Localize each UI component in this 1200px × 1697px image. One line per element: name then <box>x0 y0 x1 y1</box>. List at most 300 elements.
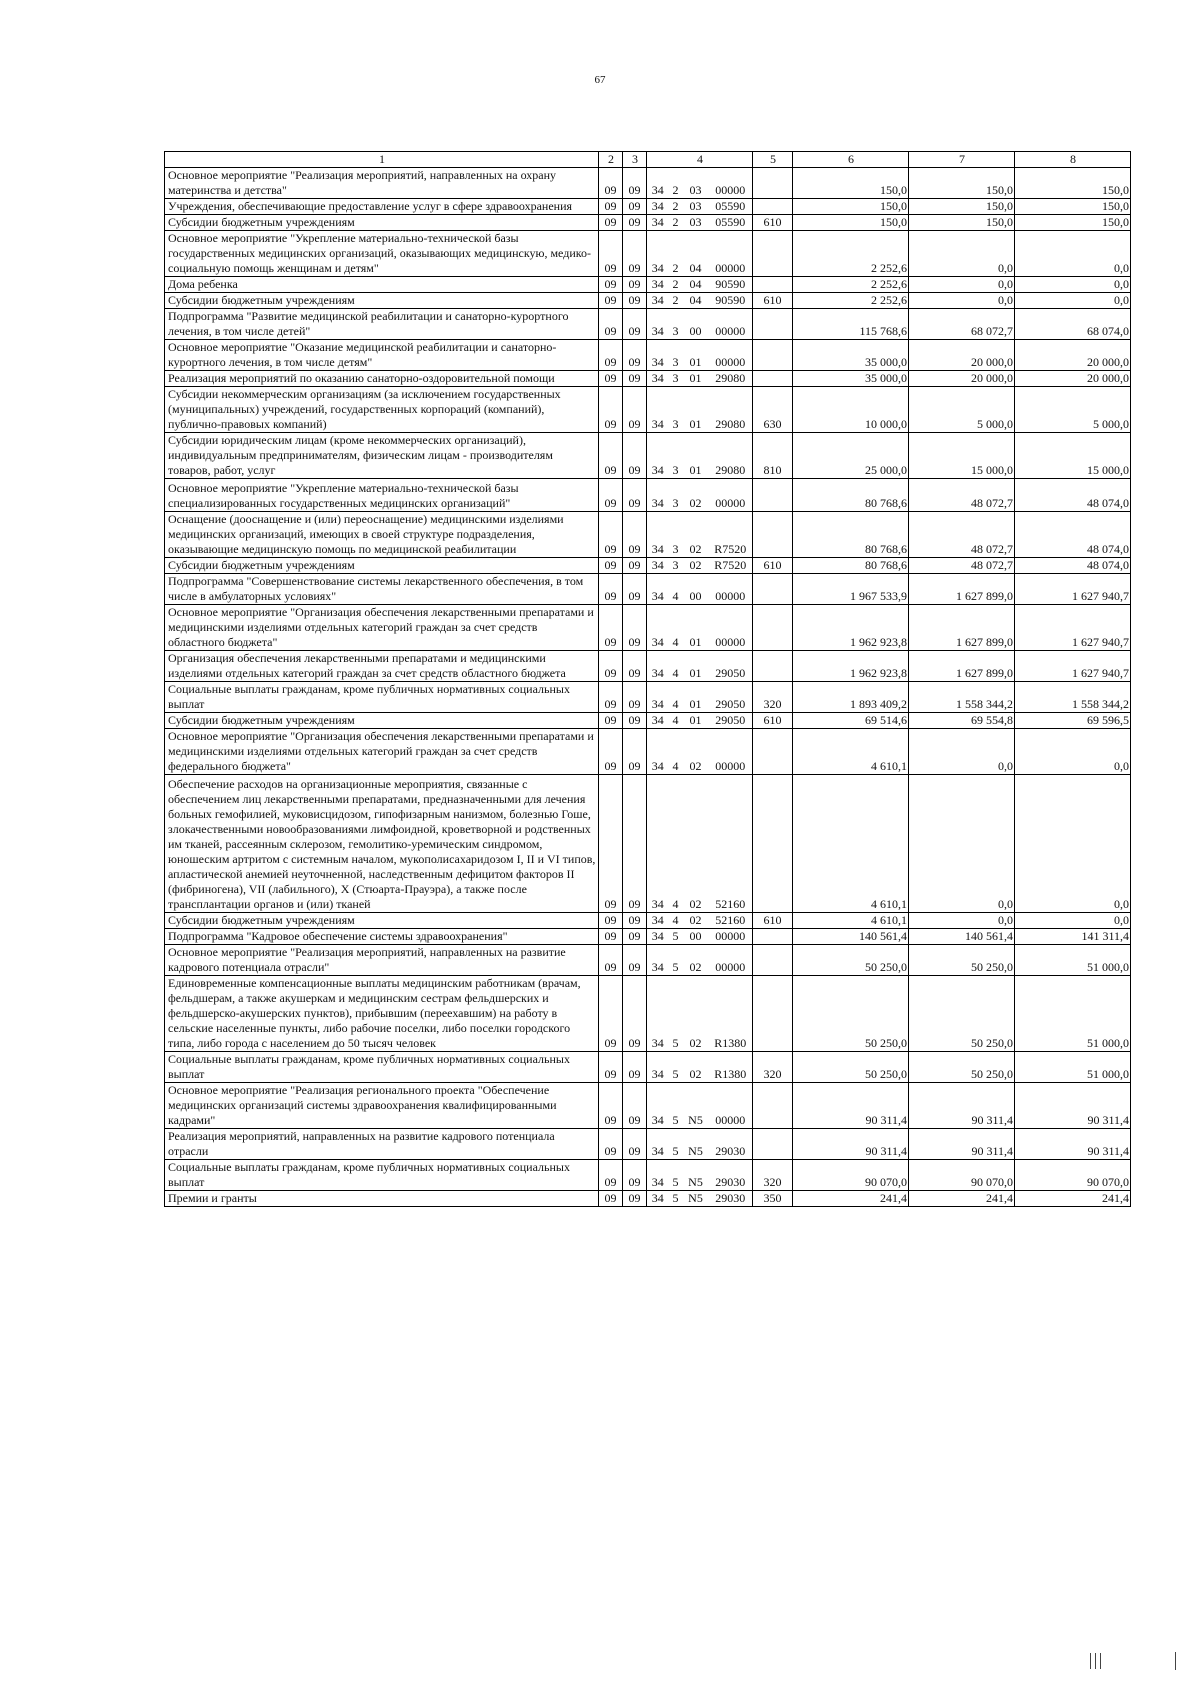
row-section-code: 09 <box>599 574 623 605</box>
row-description: Субсидии бюджетным учреждениям <box>165 913 599 929</box>
table-row <box>165 1191 1131 1207</box>
row-subsection-code: 09 <box>623 682 647 713</box>
row-subprogram-code: 2 <box>669 168 683 199</box>
row-direction-code: 00000 <box>709 574 753 605</box>
row-description: Субсидии бюджетным учреждениям <box>165 558 599 574</box>
row-value-col6: 10 000,0 <box>793 387 909 433</box>
row-subprogram-code: 3 <box>669 512 683 558</box>
row-subprogram-code: 5 <box>669 1129 683 1160</box>
row-program-code: 34 <box>647 713 669 729</box>
row-value-col8: 1 627 940,7 <box>1015 574 1131 605</box>
row-expense-type: 610 <box>753 293 793 309</box>
row-subsection-code: 09 <box>623 215 647 231</box>
row-subprogram-code: 3 <box>669 433 683 479</box>
row-value-col7: 5 000,0 <box>909 387 1015 433</box>
table-row <box>165 433 1131 479</box>
row-value-col6: 2 252,6 <box>793 293 909 309</box>
row-subprogram-code: 5 <box>669 929 683 945</box>
row-event-code: 04 <box>683 277 709 293</box>
row-subsection-code: 09 <box>623 775 647 913</box>
row-value-col8: 48 074,0 <box>1015 479 1131 512</box>
row-value-col7: 90 311,4 <box>909 1129 1015 1160</box>
row-description: Единовременные компенсационные выплаты медицинским работникам (врачам, фельдшерам, а также акушеркам и медицинским сестрам фельдшерских и фельдшерско-акушерских пунктов), прибывшим (переехавшим) на работу в сельские населенные пункты, либо рабочие поселки, либо поселки городского типа, либо города с населением до 50 тысяч человек <box>165 976 599 1052</box>
row-direction-code: 00000 <box>709 309 753 340</box>
row-direction-code: 29030 <box>709 1191 753 1207</box>
table-row <box>165 976 1131 1052</box>
row-subsection-code: 09 <box>623 976 647 1052</box>
row-event-code: 01 <box>683 682 709 713</box>
row-value-col6: 1 893 409,2 <box>793 682 909 713</box>
row-value-col6: 2 252,6 <box>793 277 909 293</box>
row-direction-code: 29080 <box>709 433 753 479</box>
row-expense-type: 630 <box>753 387 793 433</box>
row-program-code: 34 <box>647 558 669 574</box>
row-event-code: 02 <box>683 976 709 1052</box>
row-subprogram-code: 4 <box>669 729 683 775</box>
table-row <box>165 913 1131 929</box>
row-program-code: 34 <box>647 293 669 309</box>
row-description: Основное мероприятие "Реализация мероприятий, направленных на развитие кадрового потенциала отрасли" <box>165 945 599 976</box>
header-col-7: 7 <box>909 152 1015 168</box>
row-description: Оснащение (дооснащение и (или) переоснащение) медицинскими изделиями медицинских организаций, имеющих в своей структуре подразделения, оказывающие медицинскую помощь по медицинской реабилитации <box>165 512 599 558</box>
row-value-col7: 69 554,8 <box>909 713 1015 729</box>
row-section-code: 09 <box>599 775 623 913</box>
row-expense-type <box>753 340 793 371</box>
row-value-col8: 1 627 940,7 <box>1015 605 1131 651</box>
row-direction-code: 29050 <box>709 713 753 729</box>
table-row <box>165 277 1131 293</box>
row-event-code: 01 <box>683 713 709 729</box>
row-description: Основное мероприятие "Реализация мероприятий, направленных на охрану материнства и детства" <box>165 168 599 199</box>
row-description: Основное мероприятие "Оказание медицинской реабилитации и санаторно-курортного лечения, в том числе детям" <box>165 340 599 371</box>
row-expense-type: 610 <box>753 558 793 574</box>
row-event-code: 00 <box>683 309 709 340</box>
row-program-code: 34 <box>647 433 669 479</box>
row-value-col8: 69 596,5 <box>1015 713 1131 729</box>
row-direction-code: 00000 <box>709 1083 753 1129</box>
row-expense-type <box>753 775 793 913</box>
row-subsection-code: 09 <box>623 1191 647 1207</box>
row-section-code: 09 <box>599 976 623 1052</box>
row-value-col7: 1 627 899,0 <box>909 574 1015 605</box>
row-description: Основное мероприятие "Организация обеспечения лекарственными препаратами и медицинскими изделиями отдельных категорий граждан за счет средств областного бюджета" <box>165 605 599 651</box>
row-program-code: 34 <box>647 512 669 558</box>
row-expense-type <box>753 231 793 277</box>
row-description: Субсидии юридическим лицам (кроме некоммерческих организаций), индивидуальным предпринимателям, физическим лицам - производителям товаров, работ, услуг <box>165 433 599 479</box>
row-description: Подпрограмма "Развитие медицинской реабилитации и санаторно-курортного лечения, в том числе детей" <box>165 309 599 340</box>
row-event-code: 02 <box>683 512 709 558</box>
row-program-code: 34 <box>647 168 669 199</box>
row-value-col7: 1 558 344,2 <box>909 682 1015 713</box>
row-event-code: 03 <box>683 215 709 231</box>
row-description: Субсидии бюджетным учреждениям <box>165 293 599 309</box>
table-row <box>165 574 1131 605</box>
row-value-col6: 80 768,6 <box>793 558 909 574</box>
row-value-col7: 90 070,0 <box>909 1160 1015 1191</box>
row-direction-code: 00000 <box>709 231 753 277</box>
row-value-col8: 150,0 <box>1015 168 1131 199</box>
row-subprogram-code: 3 <box>669 479 683 512</box>
row-expense-type <box>753 929 793 945</box>
row-event-code: 02 <box>683 1052 709 1083</box>
table-row <box>165 479 1131 512</box>
row-value-col7: 50 250,0 <box>909 945 1015 976</box>
row-program-code: 34 <box>647 1129 669 1160</box>
table-row <box>165 1160 1131 1191</box>
row-expense-type: 610 <box>753 913 793 929</box>
row-subsection-code: 09 <box>623 729 647 775</box>
table-row <box>165 1052 1131 1083</box>
table-row <box>165 512 1131 558</box>
row-description: Субсидии бюджетным учреждениям <box>165 713 599 729</box>
row-subprogram-code: 4 <box>669 682 683 713</box>
row-event-code: 02 <box>683 558 709 574</box>
row-value-col8: 141 311,4 <box>1015 929 1131 945</box>
row-section-code: 09 <box>599 1129 623 1160</box>
row-value-col8: 1 627 940,7 <box>1015 651 1131 682</box>
row-subprogram-code: 4 <box>669 605 683 651</box>
row-section-code: 09 <box>599 479 623 512</box>
table-header-row <box>165 152 1131 168</box>
row-program-code: 34 <box>647 1191 669 1207</box>
row-expense-type <box>753 1083 793 1129</box>
row-subsection-code: 09 <box>623 340 647 371</box>
row-subprogram-code: 2 <box>669 293 683 309</box>
row-value-col6: 1 962 923,8 <box>793 605 909 651</box>
row-value-col7: 50 250,0 <box>909 976 1015 1052</box>
row-description: Основное мероприятие "Укрепление материально-технической базы государственных медицинских организаций, оказывающих медицинскую, медико-социальную помощь женщинам и детям" <box>165 231 599 277</box>
row-program-code: 34 <box>647 682 669 713</box>
row-event-code: 01 <box>683 605 709 651</box>
row-event-code: N5 <box>683 1083 709 1129</box>
row-value-col7: 20 000,0 <box>909 340 1015 371</box>
row-value-col8: 90 070,0 <box>1015 1160 1131 1191</box>
row-section-code: 09 <box>599 293 623 309</box>
row-section-code: 09 <box>599 231 623 277</box>
row-value-col6: 50 250,0 <box>793 1052 909 1083</box>
row-event-code: 00 <box>683 929 709 945</box>
header-col-3: 3 <box>623 152 647 168</box>
row-description: Социальные выплаты гражданам, кроме публичных нормативных социальных выплат <box>165 682 599 713</box>
row-section-code: 09 <box>599 945 623 976</box>
row-value-col7: 15 000,0 <box>909 433 1015 479</box>
row-subsection-code: 09 <box>623 574 647 605</box>
row-value-col6: 150,0 <box>793 215 909 231</box>
row-direction-code: 90590 <box>709 277 753 293</box>
row-section-code: 09 <box>599 387 623 433</box>
row-value-col8: 150,0 <box>1015 215 1131 231</box>
row-section-code: 09 <box>599 713 623 729</box>
header-col-4: 4 <box>647 152 753 168</box>
row-subsection-code: 09 <box>623 1083 647 1129</box>
row-value-col7: 48 072,7 <box>909 479 1015 512</box>
row-expense-type <box>753 309 793 340</box>
row-direction-code: 00000 <box>709 340 753 371</box>
row-description: Учреждения, обеспечивающие предоставление услуг в сфере здравоохранения <box>165 199 599 215</box>
row-value-col8: 150,0 <box>1015 199 1131 215</box>
row-value-col7: 241,4 <box>909 1191 1015 1207</box>
row-event-code: 02 <box>683 479 709 512</box>
row-subsection-code: 09 <box>623 713 647 729</box>
row-description: Основное мероприятие "Реализация регионального проекта "Обеспечение медицинских организаций системы здравоохранения квалифицированными кадрами" <box>165 1083 599 1129</box>
row-direction-code: 00000 <box>709 929 753 945</box>
row-expense-type: 320 <box>753 682 793 713</box>
row-expense-type <box>753 1129 793 1160</box>
row-value-col7: 48 072,7 <box>909 512 1015 558</box>
table-row <box>165 199 1131 215</box>
row-program-code: 34 <box>647 277 669 293</box>
row-value-col8: 0,0 <box>1015 729 1131 775</box>
row-value-col8: 90 311,4 <box>1015 1083 1131 1129</box>
row-subprogram-code: 5 <box>669 1160 683 1191</box>
table-row <box>165 309 1131 340</box>
row-description: Дома ребенка <box>165 277 599 293</box>
row-event-code: N5 <box>683 1160 709 1191</box>
row-subprogram-code: 4 <box>669 651 683 682</box>
row-program-code: 34 <box>647 976 669 1052</box>
row-value-col6: 4 610,1 <box>793 775 909 913</box>
row-value-col7: 0,0 <box>909 775 1015 913</box>
row-value-col8: 51 000,0 <box>1015 1052 1131 1083</box>
row-program-code: 34 <box>647 1160 669 1191</box>
row-description: Организация обеспечения лекарственными препаратами и медицинскими изделиями отдельных категорий граждан за счет средств областного бюджета <box>165 651 599 682</box>
row-value-col7: 0,0 <box>909 729 1015 775</box>
row-section-code: 09 <box>599 1160 623 1191</box>
row-value-col6: 25 000,0 <box>793 433 909 479</box>
row-description: Подпрограмма "Кадровое обеспечение системы здравоохранения" <box>165 929 599 945</box>
row-value-col7: 48 072,7 <box>909 558 1015 574</box>
row-event-code: 00 <box>683 574 709 605</box>
row-value-col7: 90 311,4 <box>909 1083 1015 1129</box>
row-subprogram-code: 3 <box>669 340 683 371</box>
row-value-col6: 150,0 <box>793 199 909 215</box>
row-value-col8: 5 000,0 <box>1015 387 1131 433</box>
row-direction-code: 00000 <box>709 168 753 199</box>
row-subsection-code: 09 <box>623 945 647 976</box>
row-value-col7: 1 627 899,0 <box>909 605 1015 651</box>
row-program-code: 34 <box>647 929 669 945</box>
row-value-col7: 140 561,4 <box>909 929 1015 945</box>
row-event-code: 02 <box>683 729 709 775</box>
row-event-code: 03 <box>683 168 709 199</box>
row-direction-code: 29050 <box>709 682 753 713</box>
header-col-1: 1 <box>165 152 599 168</box>
row-value-col8: 48 074,0 <box>1015 558 1131 574</box>
row-subprogram-code: 3 <box>669 558 683 574</box>
row-subprogram-code: 4 <box>669 913 683 929</box>
row-event-code: 01 <box>683 651 709 682</box>
row-value-col6: 50 250,0 <box>793 976 909 1052</box>
header-col-6: 6 <box>793 152 909 168</box>
table-row <box>165 729 1131 775</box>
row-value-col6: 2 252,6 <box>793 231 909 277</box>
row-expense-type: 810 <box>753 433 793 479</box>
header-col-5: 5 <box>753 152 793 168</box>
row-expense-type: 610 <box>753 713 793 729</box>
row-value-col8: 1 558 344,2 <box>1015 682 1131 713</box>
table-row <box>165 168 1131 199</box>
row-program-code: 34 <box>647 215 669 231</box>
row-description: Социальные выплаты гражданам, кроме публичных нормативных социальных выплат <box>165 1052 599 1083</box>
row-section-code: 09 <box>599 1052 623 1083</box>
row-section-code: 09 <box>599 309 623 340</box>
row-direction-code: 29080 <box>709 387 753 433</box>
row-subsection-code: 09 <box>623 309 647 340</box>
row-subsection-code: 09 <box>623 1129 647 1160</box>
row-expense-type: 610 <box>753 215 793 231</box>
row-program-code: 34 <box>647 651 669 682</box>
row-value-col6: 69 514,6 <box>793 713 909 729</box>
row-event-code: 04 <box>683 231 709 277</box>
table-row <box>165 340 1131 371</box>
row-program-code: 34 <box>647 574 669 605</box>
row-direction-code: 29050 <box>709 651 753 682</box>
row-value-col6: 80 768,6 <box>793 479 909 512</box>
row-direction-code: 00000 <box>709 479 753 512</box>
row-value-col7: 0,0 <box>909 231 1015 277</box>
row-expense-type <box>753 277 793 293</box>
table-row <box>165 1083 1131 1129</box>
row-section-code: 09 <box>599 1083 623 1129</box>
row-value-col8: 20 000,0 <box>1015 371 1131 387</box>
row-event-code: 02 <box>683 775 709 913</box>
row-expense-type: 320 <box>753 1160 793 1191</box>
row-value-col8: 0,0 <box>1015 231 1131 277</box>
row-direction-code: 52160 <box>709 775 753 913</box>
table-row <box>165 682 1131 713</box>
row-expense-type <box>753 168 793 199</box>
row-section-code: 09 <box>599 433 623 479</box>
row-value-col6: 90 311,4 <box>793 1129 909 1160</box>
row-event-code: N5 <box>683 1129 709 1160</box>
row-value-col6: 1 967 533,9 <box>793 574 909 605</box>
row-value-col6: 241,4 <box>793 1191 909 1207</box>
row-direction-code: R7520 <box>709 558 753 574</box>
row-direction-code: 05590 <box>709 215 753 231</box>
row-subprogram-code: 5 <box>669 1083 683 1129</box>
row-subsection-code: 09 <box>623 387 647 433</box>
table-row <box>165 293 1131 309</box>
row-expense-type <box>753 945 793 976</box>
row-section-code: 09 <box>599 929 623 945</box>
row-value-col6: 115 768,6 <box>793 309 909 340</box>
table-row <box>165 945 1131 976</box>
row-direction-code: 52160 <box>709 913 753 929</box>
table-row <box>165 1129 1131 1160</box>
row-subsection-code: 09 <box>623 558 647 574</box>
row-direction-code: 00000 <box>709 605 753 651</box>
row-value-col7: 150,0 <box>909 168 1015 199</box>
row-value-col7: 1 627 899,0 <box>909 651 1015 682</box>
table-row <box>165 775 1131 913</box>
row-value-col7: 50 250,0 <box>909 1052 1015 1083</box>
row-section-code: 09 <box>599 913 623 929</box>
row-value-col6: 4 610,1 <box>793 913 909 929</box>
row-value-col6: 35 000,0 <box>793 340 909 371</box>
table-row <box>165 713 1131 729</box>
row-section-code: 09 <box>599 371 623 387</box>
row-value-col8: 51 000,0 <box>1015 976 1131 1052</box>
row-subsection-code: 09 <box>623 929 647 945</box>
row-program-code: 34 <box>647 387 669 433</box>
row-event-code: 01 <box>683 371 709 387</box>
scan-edge-mark <box>1175 1652 1176 1670</box>
header-col-2: 2 <box>599 152 623 168</box>
table-row <box>165 558 1131 574</box>
row-section-code: 09 <box>599 168 623 199</box>
row-value-col6: 50 250,0 <box>793 945 909 976</box>
row-subprogram-code: 4 <box>669 713 683 729</box>
row-value-col6: 150,0 <box>793 168 909 199</box>
row-value-col8: 20 000,0 <box>1015 340 1131 371</box>
table-row <box>165 231 1131 277</box>
row-section-code: 09 <box>599 277 623 293</box>
row-expense-type: 350 <box>753 1191 793 1207</box>
table-row <box>165 605 1131 651</box>
row-value-col6: 140 561,4 <box>793 929 909 945</box>
row-program-code: 34 <box>647 605 669 651</box>
row-section-code: 09 <box>599 651 623 682</box>
row-program-code: 34 <box>647 729 669 775</box>
table-row <box>165 387 1131 433</box>
row-value-col7: 150,0 <box>909 199 1015 215</box>
row-program-code: 34 <box>647 371 669 387</box>
row-value-col8: 68 074,0 <box>1015 309 1131 340</box>
row-subsection-code: 09 <box>623 1160 647 1191</box>
row-event-code: 02 <box>683 945 709 976</box>
row-value-col8: 0,0 <box>1015 277 1131 293</box>
row-program-code: 34 <box>647 1052 669 1083</box>
row-section-code: 09 <box>599 199 623 215</box>
row-subprogram-code: 3 <box>669 371 683 387</box>
row-value-col7: 0,0 <box>909 293 1015 309</box>
row-expense-type <box>753 574 793 605</box>
row-event-code: 02 <box>683 913 709 929</box>
row-direction-code: 29030 <box>709 1160 753 1191</box>
row-subsection-code: 09 <box>623 371 647 387</box>
row-value-col8: 15 000,0 <box>1015 433 1131 479</box>
row-value-col7: 68 072,7 <box>909 309 1015 340</box>
row-value-col8: 90 311,4 <box>1015 1129 1131 1160</box>
row-program-code: 34 <box>647 199 669 215</box>
row-expense-type <box>753 605 793 651</box>
row-direction-code: R1380 <box>709 976 753 1052</box>
row-program-code: 34 <box>647 1083 669 1129</box>
row-section-code: 09 <box>599 512 623 558</box>
row-event-code: 01 <box>683 387 709 433</box>
page-number: 67 <box>594 74 606 86</box>
row-expense-type: 320 <box>753 1052 793 1083</box>
row-value-col6: 1 962 923,8 <box>793 651 909 682</box>
row-program-code: 34 <box>647 231 669 277</box>
row-value-col6: 90 070,0 <box>793 1160 909 1191</box>
table-row <box>165 651 1131 682</box>
row-subprogram-code: 5 <box>669 976 683 1052</box>
row-value-col7: 20 000,0 <box>909 371 1015 387</box>
row-program-code: 34 <box>647 479 669 512</box>
row-direction-code: R1380 <box>709 1052 753 1083</box>
row-value-col6: 90 311,4 <box>793 1083 909 1129</box>
row-description: Социальные выплаты гражданам, кроме публичных нормативных социальных выплат <box>165 1160 599 1191</box>
row-subsection-code: 09 <box>623 479 647 512</box>
row-section-code: 09 <box>599 1191 623 1207</box>
row-event-code: 04 <box>683 293 709 309</box>
row-subsection-code: 09 <box>623 277 647 293</box>
budget-table <box>164 151 1131 1207</box>
row-section-code: 09 <box>599 682 623 713</box>
row-subsection-code: 09 <box>623 1052 647 1083</box>
row-event-code: N5 <box>683 1191 709 1207</box>
